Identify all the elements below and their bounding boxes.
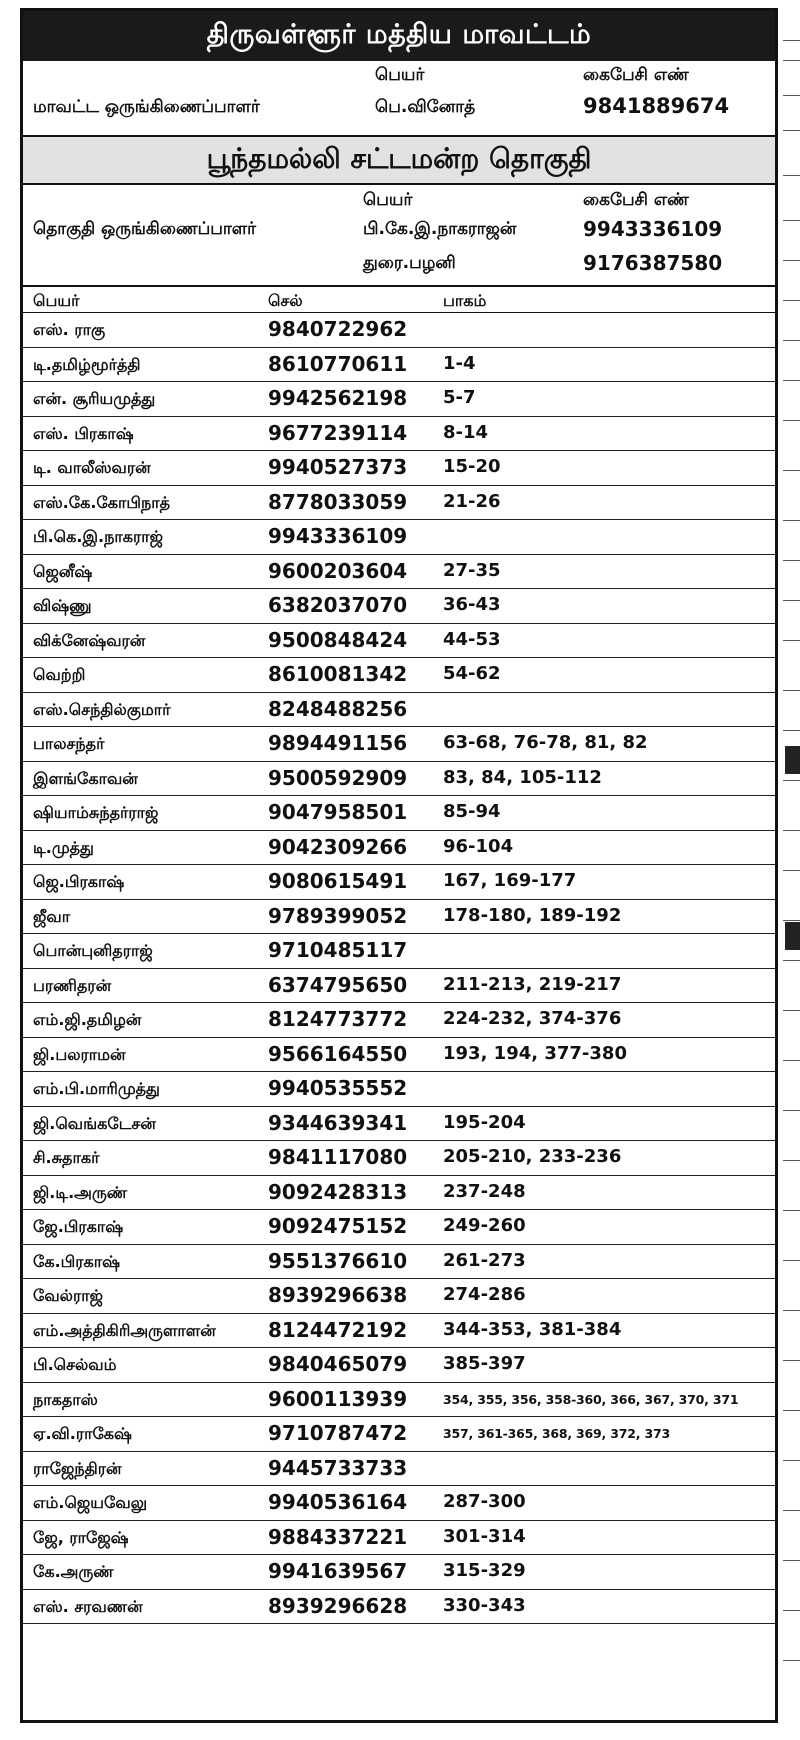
table-row (23, 1555, 775, 1590)
member-name: பரணிதரன் (33, 975, 112, 995)
member-phone: 9942562198 (268, 386, 408, 410)
district-coordinator-name: பெ.வினோத் (375, 97, 476, 117)
table-row (23, 1590, 775, 1625)
member-part: 195-204 (443, 1111, 526, 1133)
edge-block (785, 922, 800, 950)
member-phone: 9042309266 (268, 834, 408, 859)
member-name: நாகதாஸ் (33, 1389, 98, 1409)
edge-tick (783, 780, 800, 781)
district-name-header: பெயர் (375, 65, 425, 85)
table-row (23, 934, 775, 969)
member-name: ஜீவா (33, 906, 71, 926)
member-phone: 9841117080 (268, 1145, 408, 1169)
table-row (23, 1210, 775, 1245)
table-row (23, 658, 775, 693)
table-row (23, 1176, 775, 1211)
member-name: கே.அருண் (33, 1562, 114, 1581)
table-row (23, 1486, 775, 1521)
table-row (23, 451, 775, 486)
member-name: டி.தமிழ்மூர்த்தி (33, 354, 141, 374)
table-row (23, 1141, 775, 1176)
table-row (23, 1521, 775, 1556)
table-row (23, 1314, 775, 1349)
edge-tick (783, 1260, 800, 1261)
member-part: 385-397 (443, 1353, 526, 1374)
edge-tick (783, 130, 800, 131)
table-row (23, 624, 775, 659)
table-row (23, 555, 775, 590)
edge-tick (783, 175, 800, 176)
member-phone: 8610770611 (268, 351, 408, 376)
member-part: 287-300 (443, 1491, 526, 1512)
member-name: ஜி.வெங்கடேசன் (33, 1113, 156, 1133)
member-name: எஸ்.கே.கோபிநாத் (33, 492, 171, 512)
member-part: 178-180, 189-192 (443, 904, 622, 926)
member-name: ஜே.பிரகாஷ் (33, 1217, 124, 1236)
district-coordinator-phone: 9841889674 (583, 94, 730, 118)
table-row (23, 1038, 775, 1073)
table-row (23, 1245, 775, 1280)
member-name: எம்.அத்திகிரிஅருளாளன் (33, 1320, 216, 1340)
member-part: 261-273 (443, 1249, 526, 1271)
member-phone: 9789399052 (268, 903, 408, 928)
member-part: 5-7 (443, 387, 476, 408)
edge-tick (783, 300, 800, 301)
table-row (23, 1348, 775, 1383)
constituency-coordinator-row (23, 215, 775, 249)
edge-tick (783, 1560, 800, 1561)
member-phone: 9551376610 (268, 1248, 408, 1273)
member-name: எம்.ஜி.தமிழன் (33, 1010, 142, 1029)
member-name: டி.முத்து (33, 837, 94, 857)
member-name: வேல்ராஜ் (33, 1286, 103, 1305)
table-row (23, 762, 775, 797)
member-part: 205-210, 233-236 (443, 1146, 622, 1167)
member-phone: 9445733733 (268, 1455, 408, 1480)
table-row (23, 313, 775, 348)
adjacent-column-edge (781, 0, 800, 1740)
member-phone: 9710485117 (268, 938, 408, 962)
table-row (23, 1279, 775, 1314)
edge-tick (783, 420, 800, 421)
table-row (23, 486, 775, 521)
member-name: ராஜேந்திரன் (33, 1458, 122, 1478)
member-part: 44-53 (443, 628, 501, 650)
member-name: ஜெ.பிரகாஷ் (33, 872, 125, 891)
member-part: 224-232, 374-376 (443, 1008, 622, 1029)
member-phone: 9500848424 (268, 627, 408, 652)
member-phone: 8778033059 (268, 489, 408, 514)
constituency-coordinator-name: துரை.பழனி (363, 253, 456, 273)
member-phone: 9566164550 (268, 1041, 408, 1066)
member-phone: 8124472192 (268, 1317, 408, 1342)
member-part: 301-314 (443, 1525, 526, 1547)
member-part: 15-20 (443, 456, 501, 477)
edge-tick (783, 1160, 800, 1161)
edge-tick (783, 470, 800, 471)
member-name: ஜே, ராஜேஷ் (33, 1527, 129, 1547)
table-row (23, 969, 775, 1004)
edge-tick (783, 830, 800, 831)
member-name: சி.சுதாகர் (33, 1148, 100, 1167)
constituency-phone-header: கைபேசி எண் (583, 190, 689, 210)
table-row (23, 865, 775, 900)
table-row (23, 727, 775, 762)
member-phone: 9600113939 (268, 1386, 408, 1411)
edge-tick (783, 920, 800, 921)
member-part: 330-343 (443, 1594, 526, 1616)
constituency-coordinator-row (23, 249, 775, 285)
table-row (23, 1452, 775, 1487)
edge-tick (783, 220, 800, 221)
district-coordinator-row (23, 91, 775, 127)
member-phone: 8610081342 (268, 662, 408, 686)
member-part: 36-43 (443, 594, 501, 615)
member-name: ஷியாம்சுந்தர்ராஜ் (33, 803, 159, 822)
table-row (23, 520, 775, 555)
member-phone: 9344639341 (268, 1110, 408, 1135)
edge-tick (783, 1310, 800, 1311)
member-phone: 9600203604 (268, 558, 408, 583)
member-phone: 9047958501 (268, 800, 408, 824)
member-name: எஸ். ராகு (33, 320, 106, 339)
member-phone: 6374795650 (268, 972, 408, 997)
constituency-coordinator-phone: 9943336109 (583, 217, 723, 241)
constituency-column-headers (23, 185, 775, 215)
edge-tick (783, 1610, 800, 1611)
spacer (23, 127, 775, 135)
member-name: எஸ். சரவணன் (33, 1596, 143, 1616)
edge-tick (783, 730, 800, 731)
member-name: ஜி.பலராமன் (33, 1044, 126, 1064)
table-row (23, 1003, 775, 1038)
member-name: என். சூரியமுத்து (33, 389, 156, 408)
constituency-role: தொகுதி ஒருங்கிணைப்பாளர் (33, 219, 256, 239)
edge-tick (783, 1110, 800, 1111)
edge-tick (783, 380, 800, 381)
edge-block (785, 746, 800, 774)
member-part: 8-14 (443, 421, 489, 443)
edge-tick (783, 1510, 800, 1511)
edge-tick (783, 40, 800, 41)
list-phone-header: செல் (268, 291, 303, 310)
table-row (23, 382, 775, 417)
member-part: 27-35 (443, 559, 501, 581)
member-name: எம்.பி.மாரிமுத்து (33, 1079, 160, 1098)
member-name: கே.பிரகாஷ் (33, 1251, 121, 1271)
member-part: 96-104 (443, 835, 514, 857)
district-title: திருவள்ளூர் மத்திய மாவட்டம் (23, 11, 775, 61)
edge-tick (783, 1060, 800, 1061)
member-phone: 9941639567 (268, 1559, 408, 1583)
member-phone: 9940535552 (268, 1076, 408, 1100)
edge-tick (783, 260, 800, 261)
member-part: 237-248 (443, 1180, 526, 1202)
member-phone: 9840722962 (268, 317, 408, 341)
member-phone: 9710787472 (268, 1421, 408, 1445)
district-role: மாவட்ட ஒருங்கிணைப்பாளர் (33, 97, 260, 117)
edge-tick (783, 1460, 800, 1461)
edge-tick (783, 640, 800, 641)
edge-tick (783, 1210, 800, 1211)
member-part: 211-213, 219-217 (443, 973, 622, 995)
member-phone: 6382037070 (268, 593, 408, 617)
member-phone: 9884337221 (268, 1524, 408, 1549)
member-name: டி. வாலீஸ்வரன் (33, 458, 151, 477)
constituency-name-header: பெயர் (363, 190, 413, 210)
member-name: ஜி.டி.அருண் (33, 1182, 128, 1202)
edge-tick (783, 340, 800, 341)
member-part: 167, 169-177 (443, 870, 577, 891)
member-name: எஸ். பிரகாஷ் (33, 423, 134, 443)
edge-tick (783, 600, 800, 601)
member-phone: 9092428313 (268, 1179, 408, 1204)
table-row (23, 589, 775, 624)
list-column-headers (23, 285, 775, 313)
table-row (23, 693, 775, 728)
member-phone: 8248488256 (268, 696, 408, 721)
member-phone: 8124773772 (268, 1007, 408, 1031)
district-phone-header: கைபேசி எண் (583, 65, 689, 85)
member-name: ஜெனீஷ் (33, 561, 93, 581)
member-part: 274-286 (443, 1284, 526, 1305)
table-row (23, 348, 775, 383)
table-row (23, 1417, 775, 1452)
table-row (23, 796, 775, 831)
member-list (23, 313, 775, 1624)
edge-tick (783, 1410, 800, 1411)
member-part: 21-26 (443, 490, 501, 512)
edge-tick (783, 960, 800, 961)
member-name: இளங்கோவன் (33, 768, 138, 788)
district-column-headers (23, 61, 775, 91)
edge-tick (783, 690, 800, 691)
member-name: ஏ.வி.ராகேஷ் (33, 1424, 132, 1443)
constituency-coordinator-phone: 9176387580 (583, 251, 723, 275)
member-part: 85-94 (443, 801, 501, 822)
member-phone: 9080615491 (268, 869, 408, 893)
edge-tick (783, 1010, 800, 1011)
member-phone: 8939296638 (268, 1283, 408, 1307)
member-part: 83, 84, 105-112 (443, 766, 602, 788)
list-part-header: பாகம் (443, 291, 487, 310)
member-part: 357, 361-365, 368, 369, 372, 373 (443, 1426, 670, 1441)
table-row (23, 417, 775, 452)
member-phone: 9092475152 (268, 1214, 408, 1238)
member-name: விக்னேஷ்வரன் (33, 630, 146, 650)
member-part: 354, 355, 356, 358-360, 366, 367, 370, 371 (443, 1391, 739, 1407)
table-row (23, 831, 775, 866)
member-part: 315-329 (443, 1560, 526, 1581)
member-phone: 9840465079 (268, 1352, 408, 1376)
edge-tick (783, 60, 800, 61)
edge-tick (783, 870, 800, 871)
edge-tick (783, 95, 800, 96)
constituency-coordinator-name: பி.கே.இ.நாகராஜன் (363, 219, 517, 239)
member-phone: 9894491156 (268, 731, 408, 755)
member-phone: 9500592909 (268, 765, 408, 790)
member-phone: 9943336109 (268, 524, 408, 548)
document-sheet (20, 8, 778, 1723)
member-phone: 8939296628 (268, 1593, 408, 1618)
member-part: 63-68, 76-78, 81, 82 (443, 732, 648, 753)
member-name: பி.செல்வம் (33, 1355, 117, 1374)
table-row (23, 1107, 775, 1142)
member-phone: 9940527373 (268, 455, 408, 479)
member-name: பாலசந்தர் (33, 734, 105, 753)
table-row (23, 1383, 775, 1418)
member-phone: 9677239114 (268, 420, 408, 445)
member-name: விஷ்ணு (33, 596, 92, 615)
list-name-header: பெயர் (33, 291, 80, 310)
member-part: 249-260 (443, 1215, 526, 1236)
member-part: 1-4 (443, 352, 476, 374)
member-name: பி.கெ.இ.நாகராஜ் (33, 527, 163, 546)
member-name: வெற்றி (33, 665, 86, 684)
table-row (23, 900, 775, 935)
member-part: 344-353, 381-384 (443, 1318, 622, 1340)
member-part: 54-62 (443, 663, 501, 684)
edge-tick (783, 560, 800, 561)
table-row (23, 1072, 775, 1107)
member-phone: 9940536164 (268, 1490, 408, 1514)
member-name: எஸ்.செந்தில்குமார் (33, 699, 171, 719)
edge-tick (783, 520, 800, 521)
edge-tick (783, 1360, 800, 1361)
edge-tick (783, 1660, 800, 1661)
member-name: பொன்புனிதராஜ் (33, 941, 153, 960)
member-name: எம்.ஜெயவேலு (33, 1493, 148, 1512)
constituency-title: பூந்தமல்லி சட்டமன்ற தொகுதி (23, 135, 775, 185)
member-part: 193, 194, 377-380 (443, 1042, 627, 1064)
